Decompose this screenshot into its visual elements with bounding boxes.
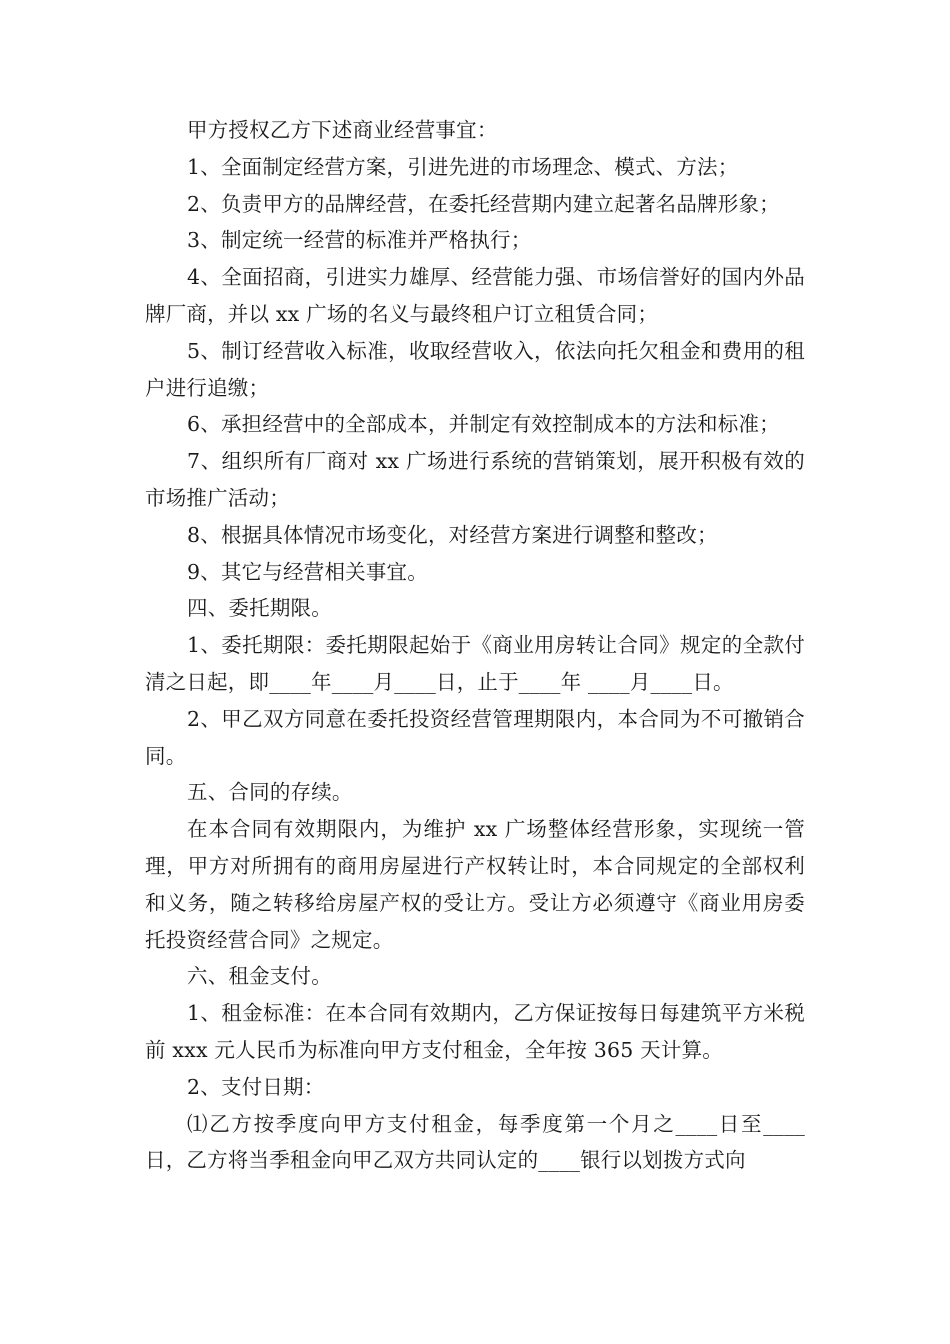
section-heading-continuation: 五、合同的存续。 [187, 780, 353, 805]
paragraph-item-2: 2、负责甲方的品牌经营，在委托经营期内建立起著名品牌形象； [187, 191, 780, 216]
paragraph-term-2: 2、甲乙双方同意在委托投资经营管理期限内，本合同为不可撤销合同。 [145, 706, 805, 768]
paragraph-item-9: 9、其它与经营相关事宜。 [187, 559, 428, 584]
paragraph-item-4: 4、全面招商，引进实力雄厚、经营能力强、市场信誉好的国内外品牌厂商，并以 xx 广场的名义与最终租户订立租赁合同； [145, 265, 805, 326]
section-heading-term: 四、委托期限。 [187, 596, 332, 621]
paragraph-item-5: 5、制订经营收入标准，收取经营收入，依法向托欠租金和费用的租户进行追缴； [145, 338, 805, 400]
paragraph-payment-quarterly: ⑴乙方按季度向甲方支付租金，每季度第一个月之____日至____日，乙方将当季租金向甲乙双方共同认定的____银行以划拨方式向 [145, 1111, 805, 1173]
paragraph-term-1: 1、委托期限：委托期限起始于《商业用房转让合同》规定的全款付清之日起，即____年____月____日，止于____年 ____月____日。 [145, 633, 805, 694]
paragraph-item-6: 6、承担经营中的全部成本，并制定有效控制成本的方法和标准； [187, 412, 780, 437]
document-body [145, 112, 805, 1179]
paragraph-item-1: 1、全面制定经营方案，引进先进的市场理念、模式、方法； [187, 154, 739, 179]
paragraph-continuation: 在本合同有效期限内，为维护 xx 广场整体经营形象，实现统一管理，甲方对所拥有的商用房屋进行产权转让时，本合同规定的全部权利和义务，随之转移给房屋产权的受让方。受让方必须遵守《商业用房委托投资经营合同》之规定。 [145, 817, 805, 952]
paragraph-item-8: 8、根据具体情况市场变化，对经营方案进行调整和整改； [187, 522, 718, 547]
paragraph-rent-standard: 1、租金标准：在本合同有效期内，乙方保证按每日每建筑平方米税前 xxx 元人民币为标准向甲方支付租金，全年按 365 天计算。 [145, 1001, 805, 1062]
section-heading-rent-payment: 六、租金支付。 [187, 964, 332, 989]
paragraph-authorization-intro: 甲方授权乙方下述商业经营事宜： [187, 118, 498, 142]
paragraph-payment-date: 2、支付日期： [187, 1074, 325, 1099]
paragraph-item-7: 7、组织所有厂商对 xx 广场进行系统的营销策划，展开积极有效的市场推广活动； [145, 449, 805, 510]
paragraph-item-3: 3、制定统一经营的标准并严格执行； [187, 228, 532, 253]
